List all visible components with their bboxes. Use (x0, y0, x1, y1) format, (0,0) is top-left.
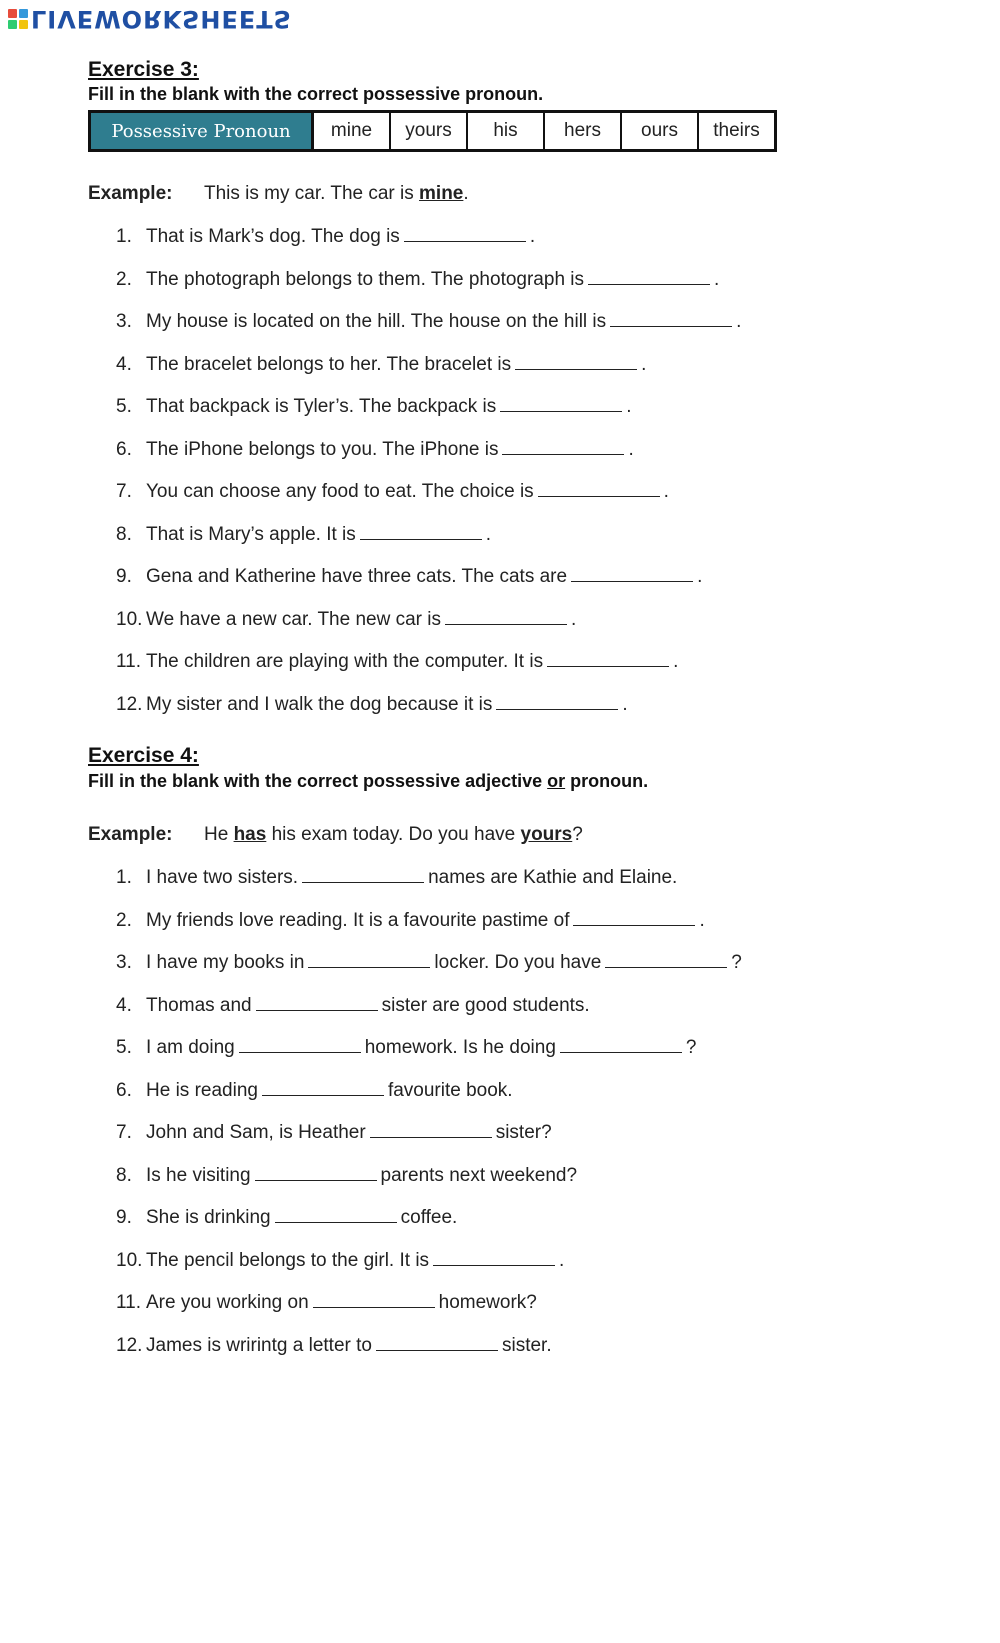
item-text: . (736, 311, 742, 332)
item-number: 7. (116, 481, 132, 502)
pronoun-cell: theirs (713, 120, 760, 141)
item-number: 3. (116, 952, 132, 973)
list-item (116, 1207, 457, 1229)
item-number: 2. (116, 268, 132, 290)
answer-blank[interactable] (256, 1009, 378, 1011)
item-text: . (699, 909, 705, 931)
list-item (116, 867, 677, 889)
answer-blank[interactable] (302, 881, 424, 883)
item-text: The bracelet belongs to her. The bracelet is (146, 353, 512, 375)
item-number: 3. (116, 311, 132, 332)
instruction-text: Fill in the blank with the correct possessive adjective (88, 771, 548, 791)
item-text: sister. (501, 1334, 552, 1356)
item-number: 4. (116, 994, 132, 1016)
item-text: Is he visiting (146, 1164, 251, 1186)
answer-blank[interactable] (610, 325, 732, 327)
list-item (116, 1080, 513, 1102)
item-text: You can choose any food to eat. The choice is (146, 481, 534, 502)
answer-blank[interactable] (571, 580, 693, 582)
item-number: 11. (116, 1292, 142, 1313)
list-item (116, 524, 491, 546)
item-text: homework. Is he doing (364, 1037, 556, 1058)
item-text: Thomas and (146, 994, 252, 1016)
item-text: favourite book. (387, 1079, 513, 1101)
list-item (116, 311, 741, 333)
answer-blank[interactable] (308, 966, 430, 968)
list-item (116, 1335, 552, 1357)
pronoun-cell: hers (545, 113, 622, 149)
list-item (116, 952, 742, 974)
liveworksheets-logo (8, 4, 292, 34)
item-number: 11. (116, 651, 142, 672)
table-header: Possessive Pronoun (91, 113, 314, 149)
answer-blank[interactable] (239, 1051, 361, 1053)
item-text: James is wririntg a letter to (146, 1334, 372, 1356)
list-item (116, 269, 719, 291)
item-number: 9. (116, 1207, 132, 1228)
answer-blank[interactable] (588, 283, 710, 285)
item-text: The children are playing with the computer. It is (146, 651, 544, 672)
logo-text: LIVEWORKSHEETS (31, 5, 292, 33)
pronoun-cell: mine (314, 113, 391, 149)
answer-blank[interactable] (376, 1349, 498, 1351)
answer-blank[interactable] (502, 453, 624, 455)
list-item (116, 354, 646, 376)
item-text: ? (685, 1037, 697, 1058)
example-end: . (463, 183, 469, 204)
pronoun-cell: ours (622, 113, 699, 149)
exercise3-example (88, 183, 469, 205)
list-item (116, 910, 705, 932)
list-item (116, 995, 590, 1017)
item-number: 1. (116, 867, 132, 888)
item-text: . (641, 353, 647, 375)
item-number: 12. (116, 1334, 143, 1356)
item-number: 8. (116, 1164, 132, 1186)
item-number: 5. (116, 396, 132, 417)
item-text: We have a new car. The new car is (146, 608, 442, 630)
item-number: 1. (116, 226, 132, 247)
item-text: I am doing (146, 1037, 235, 1058)
item-text: . (663, 481, 669, 502)
item-number: 12. (116, 693, 143, 715)
example-text: This is my car. The car is (204, 183, 420, 204)
item-number: 8. (116, 523, 132, 545)
exercise3-instruction: Fill in the blank with the correct possessive pronoun. (88, 84, 544, 104)
example-answer: mine (419, 183, 464, 204)
item-text: Are you working on (146, 1292, 309, 1313)
answer-blank[interactable] (605, 966, 727, 968)
answer-blank[interactable] (433, 1264, 555, 1266)
answer-blank[interactable] (404, 240, 526, 242)
item-text: names are Kathie and Elaine. (428, 867, 678, 888)
list-item (116, 226, 535, 248)
list-item (116, 1292, 537, 1314)
item-text: My friends love reading. It is a favourite pastime of (146, 909, 570, 931)
item-number: 5. (116, 1037, 132, 1058)
item-text: . (571, 608, 577, 630)
answer-blank[interactable] (496, 708, 618, 710)
item-text: locker. Do you have (434, 952, 602, 973)
item-number: 4. (116, 353, 132, 375)
answer-blank[interactable] (255, 1179, 377, 1181)
example-yours: yours (520, 824, 573, 845)
item-text: That is Mary’s apple. It is (146, 523, 356, 545)
answer-blank[interactable] (313, 1306, 435, 1308)
list-item (116, 609, 576, 631)
item-text: My house is located on the hill. The house on the hill is (146, 311, 607, 332)
answer-blank[interactable] (515, 368, 637, 370)
item-text: parents next weekend? (380, 1164, 578, 1186)
item-text: sister? (495, 1122, 552, 1143)
answer-blank[interactable] (500, 410, 622, 412)
item-text: sister are good students. (381, 994, 590, 1016)
list-item (116, 1165, 577, 1187)
item-text: . (626, 396, 632, 417)
list-item (116, 651, 678, 673)
item-number: 2. (116, 909, 132, 931)
list-item (116, 1037, 696, 1059)
item-text: . (622, 693, 628, 715)
item-text: . (485, 523, 492, 545)
list-item (116, 396, 632, 418)
item-text: coffee. (400, 1207, 458, 1228)
item-text: Gena and Katherine have three cats. The cats are (146, 566, 568, 587)
pronoun-cell: yours (391, 113, 468, 149)
answer-blank[interactable] (560, 1051, 682, 1053)
answer-blank[interactable] (547, 665, 669, 667)
example-label: Example: (88, 183, 173, 204)
possessive-pronoun-table (88, 110, 777, 152)
example-has: has (233, 824, 267, 845)
item-text: . (697, 566, 703, 587)
item-number: 6. (116, 438, 132, 460)
exercise4-example (88, 824, 583, 846)
example-text: He (204, 824, 234, 845)
answer-blank[interactable] (538, 495, 660, 497)
list-item (116, 566, 702, 588)
item-text: The photograph belongs to them. The photograph is (146, 268, 585, 290)
exercise4-heading: Exercise 4: (88, 744, 199, 767)
list-item (116, 481, 669, 503)
list-item (116, 694, 628, 716)
item-number: 10. (116, 608, 143, 630)
answer-blank[interactable] (275, 1221, 397, 1223)
item-text: The pencil belongs to the girl. It is (146, 1249, 430, 1271)
example-end: ? (572, 824, 583, 845)
list-item (116, 1250, 564, 1272)
item-text: ? (731, 952, 742, 973)
answer-blank[interactable] (573, 924, 695, 926)
item-text: . (559, 1249, 565, 1271)
exercise3-heading: Exercise 3: (88, 58, 199, 81)
item-number: 6. (116, 1079, 132, 1101)
item-text: . (529, 226, 536, 247)
list-item (116, 439, 634, 461)
example-label: Example: (88, 824, 173, 845)
pronoun-cell: his (468, 113, 545, 149)
answer-blank[interactable] (360, 538, 482, 540)
item-text: John and Sam, is Heather (146, 1122, 366, 1143)
item-text: . (714, 268, 720, 290)
item-text: . (673, 651, 679, 672)
answer-blank[interactable] (262, 1094, 384, 1096)
item-text: I have my books in (146, 952, 305, 973)
item-text: She is drinking (146, 1207, 271, 1228)
item-text: He is reading (146, 1079, 258, 1101)
item-number: 10. (116, 1249, 143, 1271)
answer-blank[interactable] (370, 1136, 492, 1138)
item-number: 7. (116, 1122, 132, 1143)
item-text: I have two sisters. (146, 867, 299, 888)
item-text: . (628, 438, 634, 460)
answer-blank[interactable] (445, 623, 567, 625)
logo-squares-icon (8, 9, 28, 29)
exercise4-instruction (88, 771, 648, 792)
instruction-or: or (547, 771, 566, 791)
item-text: That backpack is Tyler’s. The backpack is (146, 396, 497, 417)
item-text: That is Mark’s dog. The dog is (146, 226, 400, 247)
item-text: My sister and I walk the dog because it is (146, 693, 493, 715)
item-text: homework? (438, 1292, 537, 1313)
example-text: his exam today. Do you have (266, 824, 521, 845)
item-number: 9. (116, 566, 132, 587)
instruction-end: pronoun. (565, 771, 649, 791)
item-text: The iPhone belongs to you. The iPhone is (146, 438, 499, 460)
list-item (116, 1122, 552, 1144)
